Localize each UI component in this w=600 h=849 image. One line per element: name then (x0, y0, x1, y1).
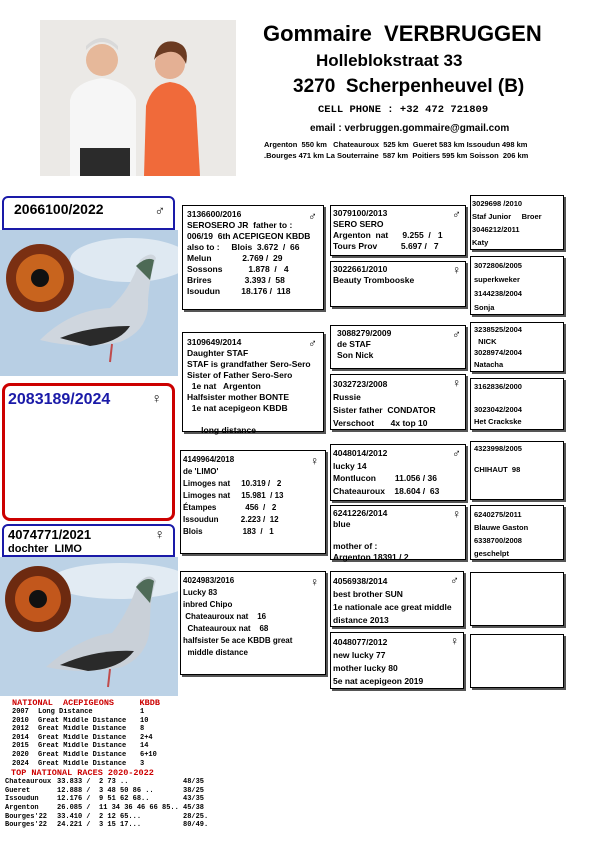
pedigree-line: best brother SUN (333, 589, 403, 599)
result-row (5, 795, 245, 804)
pedigree-line: Tours Prov 5.697 / 7 (333, 241, 439, 251)
pedigree-line: Melun 2.769 / 29 (187, 253, 283, 263)
result-row (5, 813, 245, 822)
male-symbol-icon: ♂ (308, 209, 317, 223)
result-cell: 2024 (12, 759, 29, 768)
result-cell: 2+4 (140, 733, 153, 742)
ggp-2-text (474, 259, 522, 315)
ggp-3-box (470, 322, 564, 372)
phone-line: CELL PHONE : +32 472 721809 (318, 104, 489, 116)
result-row (5, 804, 245, 813)
pedigree-line: 4323998/2005 (474, 444, 522, 453)
pedigree-line: 4048014/2012 (333, 448, 388, 458)
pigeon-1-photo (0, 230, 178, 376)
pedigree-line: Chateauroux nat 16 (183, 612, 267, 621)
female-symbol-icon: ♀ (452, 263, 461, 277)
dam-2-box (180, 571, 326, 675)
pedigree-line: 3079100/2013 (333, 208, 388, 218)
gp-5-box (330, 444, 466, 501)
female-symbol-icon: ♀ (310, 454, 319, 468)
pedigree-line: Chateauroux 18.604 / 63 (333, 485, 440, 496)
pedigree-line: 3136600/2016 (187, 209, 242, 219)
ggp-3-text (474, 324, 522, 370)
result-row (5, 725, 245, 734)
ggp-1-box (470, 195, 564, 250)
pedigree-line: 3032723/2008 (333, 379, 388, 389)
gp-1-box (330, 205, 466, 256)
ggp-5-text (474, 444, 522, 476)
male-symbol-icon: ♂ (154, 202, 165, 218)
pigeon-3-ring: 4074771/2021 (8, 527, 92, 542)
gp-7-text (333, 575, 452, 627)
breeder-name: Gommaire VERBRUGGEN (263, 21, 542, 46)
pedigree-line: Beauty Trombooske (333, 275, 415, 285)
result-cell: Long Distance (38, 708, 93, 716)
pedigree-line: Issoudun 2.223 / 12 (183, 515, 279, 524)
male-symbol-icon: ♂ (452, 446, 461, 460)
pedigree-line: 3109649/2014 (187, 337, 242, 347)
pedigree-line: 6240275/2011 (474, 510, 522, 519)
result-cell: Bourges'22 (5, 812, 48, 821)
pedigree-line: 3088279/2009 (337, 328, 392, 338)
result-cell: 38/25 (183, 786, 205, 795)
pedigree-line: mother of : (333, 541, 378, 551)
male-symbol-icon: ♂ (308, 336, 317, 350)
result-cell: 1 (140, 708, 145, 716)
distances-line-1: Argenton 550 km Chateauroux 525 km Gueret 583 km Issoudun 498 km (264, 140, 528, 149)
result-cell: 28/25. (183, 812, 209, 821)
result-row (5, 734, 245, 743)
pedigree-line: 3072806/2005 (474, 261, 522, 270)
pedigree-line: Staf Junior Broer (472, 212, 542, 221)
result-cell: 3 (140, 759, 145, 768)
result-cell: 33.410 / 2 12 65... (57, 812, 142, 821)
male-symbol-icon: ♂ (452, 207, 461, 221)
gp-3-box (330, 325, 466, 369)
pedigree-line: 4149964/2018 (183, 455, 235, 464)
result-row (5, 751, 245, 760)
result-cell: Gueret (5, 786, 31, 795)
result-cell: 33.833 / 2 73 .. (57, 778, 129, 787)
sire-2-box (180, 450, 326, 554)
pedigree-line: 6241226/2014 (333, 508, 388, 518)
result-row (5, 787, 245, 796)
result-cell: 26.085 / 11 34 36 46 66 85.. (57, 803, 179, 812)
result-cell: 6+10 (140, 750, 157, 759)
pedigree-line: Sonja (474, 303, 495, 312)
pedigree-line: Sister father CONDATOR (333, 405, 436, 415)
result-cell: 80/49. (183, 821, 209, 830)
sire-2-text (183, 454, 284, 538)
result-cell: 8 (140, 725, 145, 734)
result-cell: 2015 (12, 742, 29, 751)
gp-4-box (330, 374, 466, 430)
pedigree-line: halfsister 5e ace KBDB great (183, 636, 293, 645)
pigeon-3-photo (0, 557, 178, 696)
gp-5-text (333, 447, 439, 497)
result-row (5, 778, 245, 787)
pedigree-line: geschelpt (474, 549, 510, 558)
ggp-4-text (474, 381, 522, 427)
result-cell: 24.221 / 3 15 17... (57, 821, 142, 830)
pedigree-line (474, 455, 522, 466)
pedigree-line: mother lucky 80 (333, 663, 398, 673)
dam-text (187, 337, 311, 436)
pedigree-line: Montlucon 11.056 / 36 (333, 473, 437, 483)
ggp-6-box (470, 505, 564, 560)
pedigree-line: 1e nationale ace great middle (333, 602, 452, 612)
email-line[interactable]: email : verbruggen.gommaire@gmail.com (310, 123, 510, 134)
pedigree-line: 3022661/2010 (333, 264, 388, 274)
pedigree-line: NICK (474, 336, 497, 346)
pedigree-line: Limoges nat 15.981 / 13 (183, 491, 284, 500)
result-cell: 43/35 (183, 795, 205, 804)
ggp-1-text (472, 197, 542, 249)
pedigree-line: Son Nick (337, 350, 374, 360)
dam-2-text (183, 575, 292, 659)
result-cell: 2020 (12, 750, 29, 759)
pedigree-line: Sossons 1.878 / 4 (187, 264, 289, 274)
pedigree-line: Halfsister mother BONTE (187, 392, 290, 402)
pedigree-line: CHIHAUT 98 (474, 465, 521, 474)
pigeon-2-ring: 2083189/2024 (8, 391, 111, 408)
pedigree-line: 3029698 /2010 (472, 199, 523, 208)
pedigree-line: 3144238/2004 (474, 289, 522, 298)
result-cell: 10 (140, 716, 149, 725)
pedigree-line: Blois 183 / 1 (183, 527, 274, 536)
result-cell: Great Middle Distance (38, 716, 127, 725)
breeder-city: 3270 Scherpenheuvel (B) (293, 76, 525, 97)
female-symbol-icon: ♀ (452, 376, 461, 390)
pedigree-line: 006/19 6th ACEPIGEON KBDB (187, 231, 311, 241)
pedigree-line (474, 393, 522, 405)
result-cell: Bourges'22 (5, 821, 48, 830)
result-cell: 48/35 (183, 778, 205, 787)
result-cell: Great Middle Distance (38, 725, 127, 734)
pedigree-line: 1e nat Argenton (187, 381, 261, 391)
result-cell: 2014 (12, 733, 29, 742)
pedigree-line: long distance (187, 425, 256, 435)
result-row (5, 821, 245, 830)
gp-2-box (330, 261, 466, 307)
pedigree-line: Brires 3.393 / 58 (187, 275, 285, 285)
result-cell: Issoudun (5, 795, 39, 804)
result-cell: 14 (140, 742, 149, 751)
ggp-7-box (470, 572, 564, 626)
pedigree-line: 4048077/2012 (333, 637, 388, 647)
pedigree-line: 1e nat acepigeon KBDB (187, 403, 288, 413)
pedigree-line: 3023042/2004 (474, 405, 522, 414)
female-symbol-icon: ♀ (452, 507, 461, 521)
pigeon-1-ring: 2066100/2022 (14, 201, 104, 217)
pedigree-line: Katy (472, 238, 489, 247)
male-symbol-icon: ♂ (450, 573, 459, 587)
pedigree-line: Argenton 18391 / 2 (333, 552, 409, 562)
gp-1-text (333, 208, 443, 252)
pedigree-line: 5e nat acepigeon 2019 (333, 676, 424, 686)
pigeon-3-subtitle: dochter LIMO (8, 543, 82, 555)
result-row (5, 708, 245, 717)
ggp-8-box (470, 634, 564, 688)
pedigree-line: blue (333, 519, 351, 529)
pedigree-line: Chateauroux nat 68 (183, 624, 269, 633)
ggp-5-box (470, 441, 564, 500)
pigeon-3-ring-box (2, 524, 175, 557)
gp-4-text (333, 378, 436, 430)
pedigree-line: middle distance (183, 648, 248, 657)
pedigree-line: distance 2013 (333, 615, 389, 625)
ggp-6-text (474, 508, 528, 560)
gp-3-text (337, 328, 391, 361)
gp-8-text (333, 636, 423, 688)
result-row (5, 717, 245, 726)
result-cell: 45/38 (183, 803, 205, 812)
result-cell: 2007 (12, 708, 29, 716)
pedigree-line: Natacha (474, 359, 504, 369)
pedigree-line: Russie (333, 392, 361, 402)
result-cell: Chateauroux (5, 778, 52, 787)
distances-line-2: .Bourges 471 km La Souterraine 587 km Poitiers 595 km Soisson 206 km (264, 151, 529, 160)
pedigree-line: SEROSERO JR father to : (187, 220, 293, 230)
pedigree-line: Verschoot 4x top 10 (333, 418, 428, 428)
male-symbol-icon: ♂ (452, 327, 461, 341)
pedigree-line: de 'LIMO' (183, 467, 219, 476)
result-cell: 12.888 / 3 48 50 86 .. (57, 786, 154, 795)
pedigree-line: lucky 14 (333, 460, 367, 471)
pedigree-line: superkweker (474, 275, 520, 284)
pigeon-2-card (2, 383, 175, 521)
pedigree-line: Blauwe Gaston (474, 523, 529, 532)
results-block (5, 698, 245, 830)
pedigree-line: 3028974/2004 (474, 348, 522, 357)
pedigree-line: STAF is grandfather Sero-Sero (187, 359, 311, 369)
pedigree-line: 4056938/2014 (333, 576, 388, 586)
gp-8-box (330, 632, 464, 689)
gp-6-text (333, 508, 409, 563)
result-row (5, 760, 245, 769)
result-cell: 2012 (12, 725, 29, 734)
gp-6-box (330, 505, 466, 560)
pedigree-line: 3162836/2000 (474, 382, 522, 391)
result-cell: Great Middle Distance (38, 750, 127, 759)
ggp-4-box (470, 378, 564, 430)
ace-header: NATIONAL ACEPIGEONS KBDB (12, 698, 160, 708)
result-cell: Great Middle Distance (38, 742, 127, 751)
result-row (5, 742, 245, 751)
female-symbol-icon: ♀ (154, 526, 165, 542)
owner-portrait (40, 20, 236, 176)
pedigree-line: SERO SERO (333, 219, 384, 229)
dam-box (182, 332, 324, 435)
breeder-street: Holleblokstraat 33 (316, 51, 463, 70)
pedigree-line: Lucky 83 (183, 588, 218, 597)
pedigree-line: also to : Blois 3.672 / 66 (187, 242, 300, 252)
top-races-header: TOP NATIONAL RACES 2020-2022 (11, 768, 154, 779)
sire-box (182, 205, 324, 310)
result-cell: Great Middle Distance (38, 759, 127, 768)
pedigree-line: 3238525/2004 (474, 325, 522, 334)
pedigree-line: Daughter STAF (187, 348, 249, 358)
female-symbol-icon: ♀ (310, 575, 319, 589)
ggp-2-box (470, 256, 564, 315)
female-symbol-icon: ♀ (450, 634, 459, 648)
pedigree-line: Limoges nat 10.319 / 2 (183, 479, 282, 488)
pedigree-line: Argenton nat 9.255 / 1 (333, 230, 443, 240)
ace-results-table (5, 708, 245, 768)
result-cell: 12.176 / 9 51 62 68.. (57, 795, 150, 804)
pigeon-1-ring-box (2, 196, 175, 230)
pedigree-line: 6338700/2008 (474, 536, 522, 545)
pedigree-line: 4024983/2016 (183, 576, 235, 585)
result-cell: 2010 (12, 716, 29, 725)
pedigree-line (187, 414, 311, 425)
pedigree-line: Sister of Father Sero-Sero (187, 370, 293, 380)
pedigree-line: de STAF (337, 339, 371, 349)
pedigree-line: Het Crackske (474, 416, 522, 426)
pedigree-line (333, 530, 409, 541)
result-cell: Argenton (5, 803, 39, 812)
gp-2-text (333, 264, 414, 286)
pedigree-line: Étampes 456 / 2 (183, 503, 277, 512)
female-symbol-icon: ♀ (151, 390, 162, 406)
result-cell: Great Middle Distance (38, 733, 127, 742)
pedigree-line: 3046212/2011 (472, 225, 520, 234)
pedigree-line: new lucky 77 (333, 650, 386, 660)
sire-text (187, 209, 310, 297)
gp-7-box (330, 571, 464, 627)
pedigree-line: Isoudun 18.176 / 118 (187, 286, 291, 296)
pedigree-line: inbred Chipo (183, 600, 233, 609)
top-races-table (5, 778, 245, 830)
